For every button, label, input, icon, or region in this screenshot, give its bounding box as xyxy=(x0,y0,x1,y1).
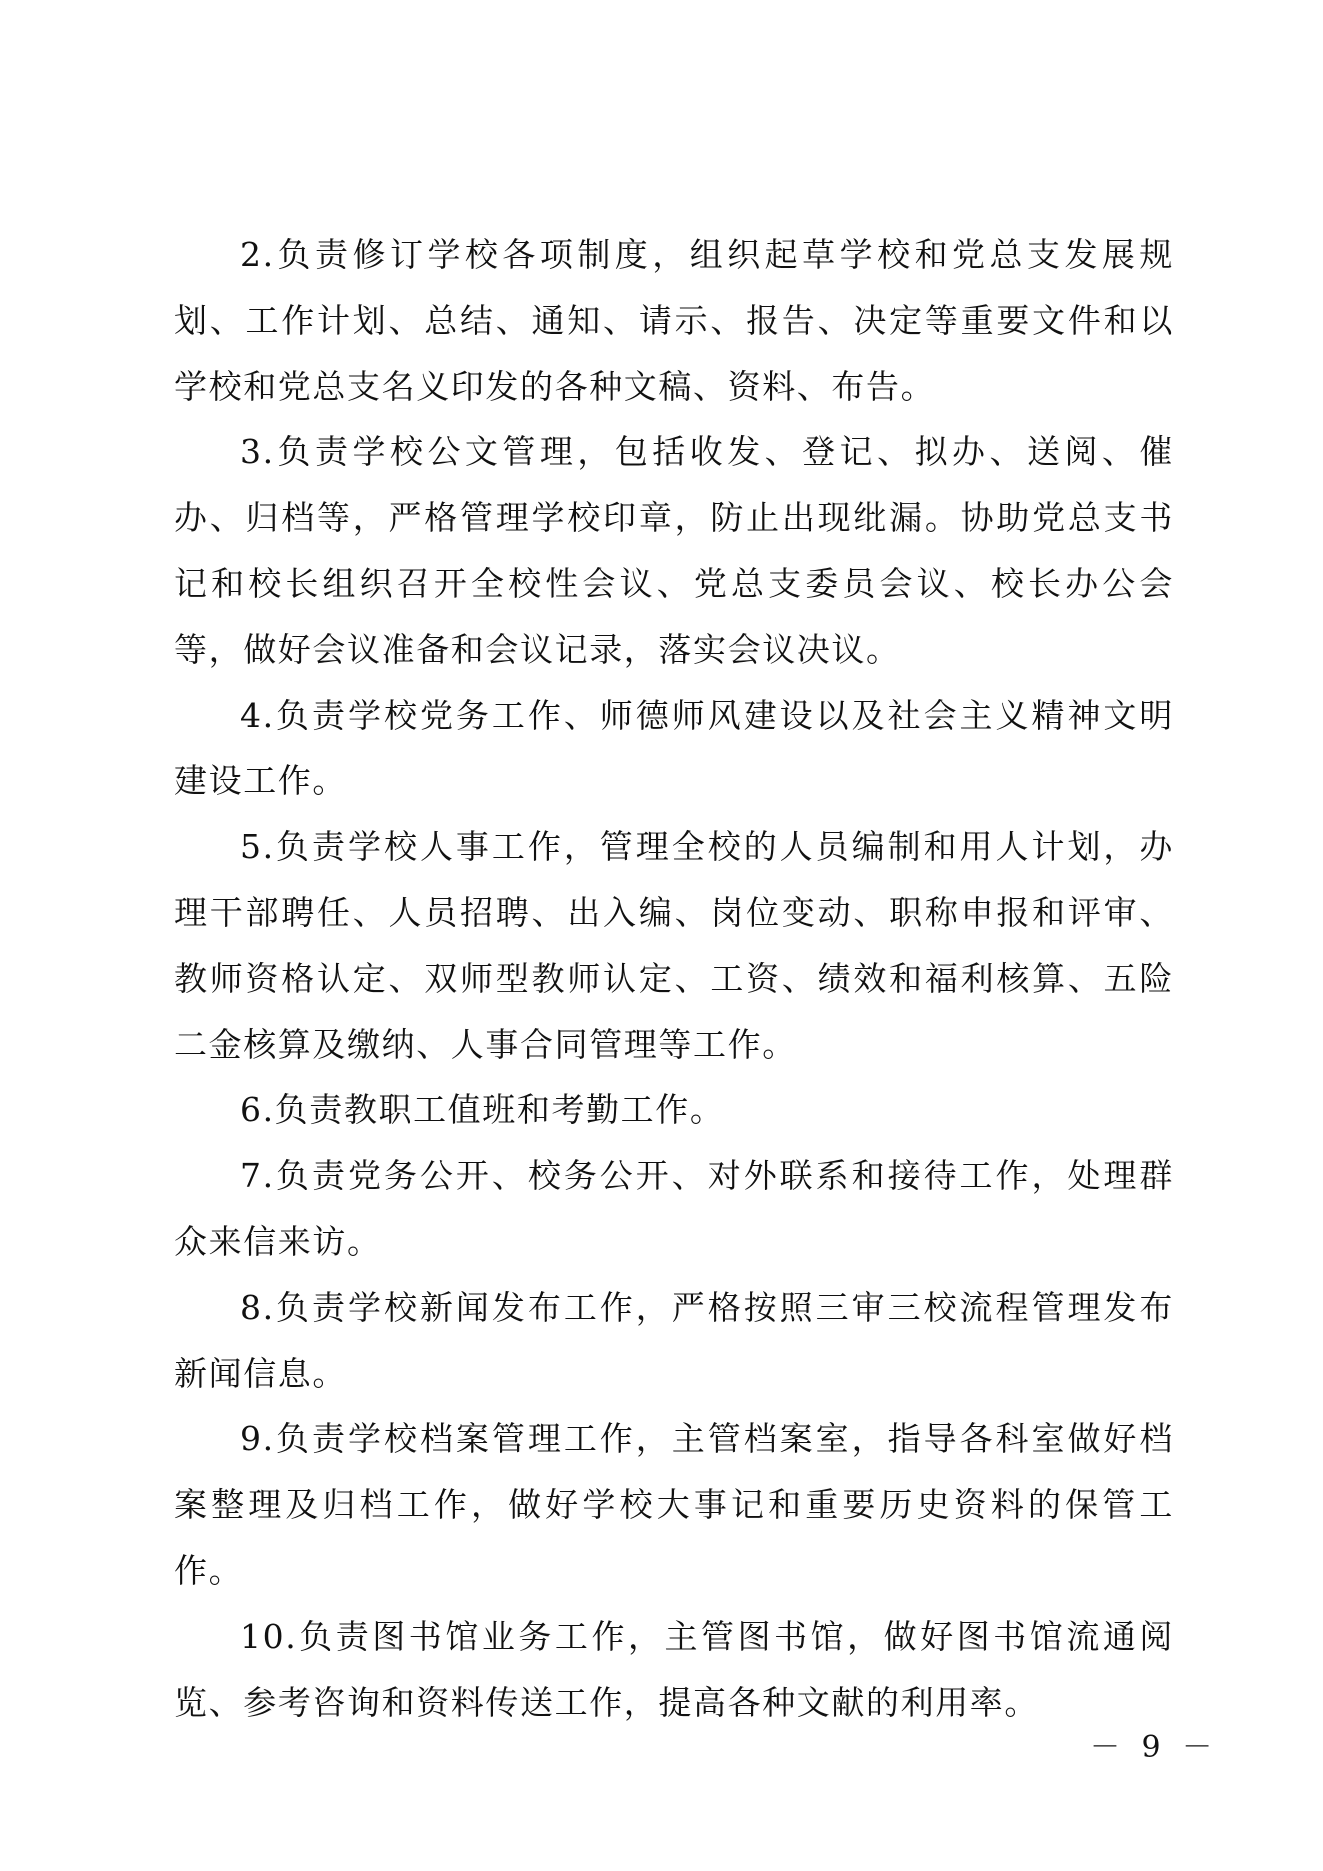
paragraph-item-4: 4.负责学校党务工作、师德师风建设以及社会主义精神文明建设工作。 xyxy=(174,695,1174,801)
paragraph-item-8: 8.负责学校新闻发布工作，严格按照三审三校流程管理发布新闻信息。 xyxy=(174,1287,1174,1393)
paragraph-item-5: 5.负责学校人事工作，管理全校的人员编制和用人计划，办理干部聘任、人员招聘、出入编、岗位变动、职称申报和评审、教师资格认定、双师型教师认定、工资、绩效和福利核算、五险二金核算及缴纳、人事合同管理等工作。 xyxy=(174,827,1174,1064)
paragraph-item-2: 2.负责修订学校各项制度，组织起草学校和党总支发展规划、工作计划、总结、通知、请示、报告、决定等重要文件和以学校和党总支名义印发的各种文稿、资料、布告。 xyxy=(174,235,1174,406)
paragraph-item-10: 10.负责图书馆业务工作，主管图书馆，做好图书馆流通阅览、参考咨询和资料传送工作，提高各种文献的利用率。 xyxy=(174,1616,1174,1722)
document-body xyxy=(174,222,1174,1735)
paragraph-item-3: 3.负责学校公文管理，包括收发、登记、拟办、送阅、催办、归档等，严格管理学校印章，防止出现纰漏。协助党总支书记和校长组织召开全校性会议、党总支委员会议、校长办公会等，做好会议准备和会议记录，落实会议决议。 xyxy=(174,432,1174,669)
paragraph-item-7: 7.负责党务公开、校务公开、对外联系和接待工作，处理群众来信来访。 xyxy=(174,1156,1174,1261)
paragraph-item-6: 6.负责教职工值班和考勤工作。 xyxy=(240,1090,725,1130)
paragraph-item-9: 9.负责学校档案管理工作，主管档案室，指导各科室做好档案整理及归档工作，做好学校大事记和重要历史资料的保管工作。 xyxy=(174,1419,1174,1590)
page-number: － 9 － xyxy=(1090,1730,1219,1765)
